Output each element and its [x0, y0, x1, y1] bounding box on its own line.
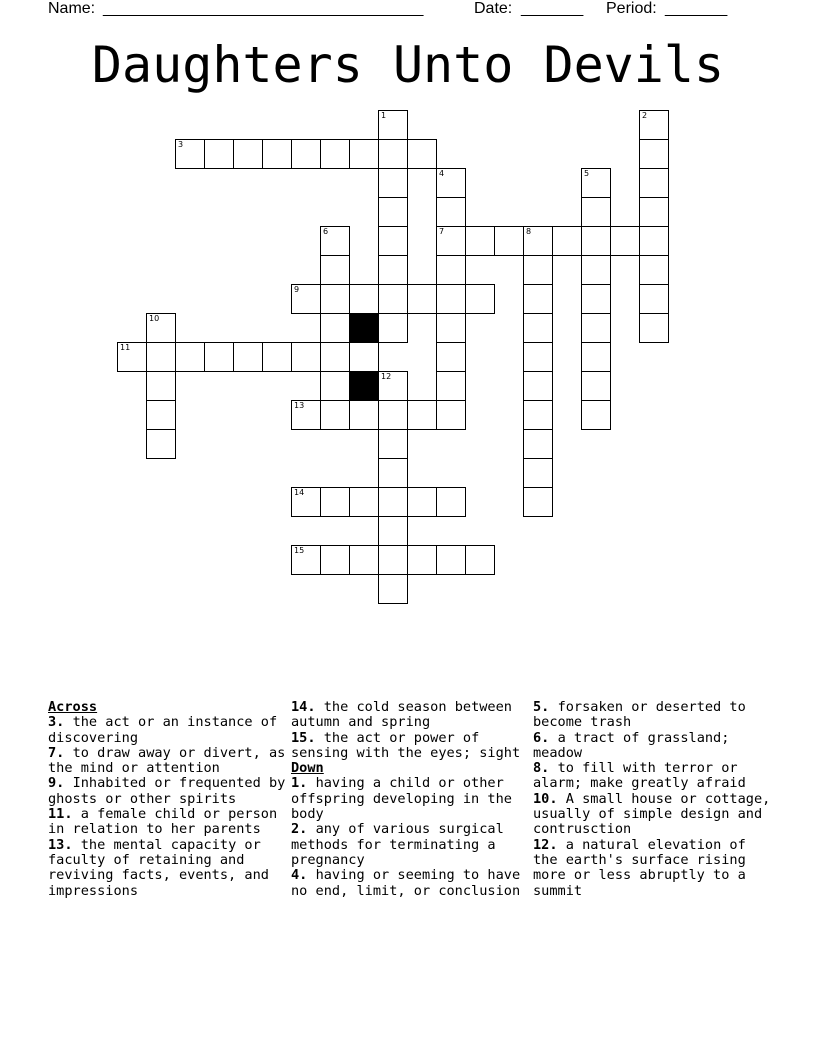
grid-cell[interactable]: [349, 400, 379, 430]
grid-cell[interactable]: [320, 400, 350, 430]
grid-cell[interactable]: [523, 226, 553, 256]
grid-cell[interactable]: [349, 487, 379, 517]
grid-cell[interactable]: [523, 487, 553, 517]
grid-cell[interactable]: [581, 400, 611, 430]
grid-cell[interactable]: [291, 487, 321, 517]
grid-cell[interactable]: [407, 139, 437, 169]
grid-cell[interactable]: [291, 139, 321, 169]
date-field[interactable]: _______: [521, 0, 584, 17]
grid-cell[interactable]: [436, 168, 466, 198]
grid-cell[interactable]: [146, 371, 176, 401]
grid-cell[interactable]: [320, 342, 350, 372]
clue-column-2: [291, 700, 529, 899]
grid-cell[interactable]: [581, 168, 611, 198]
grid-cell[interactable]: [291, 545, 321, 575]
grid-cell[interactable]: [320, 255, 350, 285]
clue-number: 9: [294, 285, 300, 294]
grid-cell[interactable]: [378, 371, 408, 401]
clue-across-7: 7. to draw away or divert, as the mind or attention: [48, 744, 286, 777]
grid-cell[interactable]: [291, 400, 321, 430]
page-title: Daughters Unto Devils: [91, 36, 725, 94]
clue-number: 11: [120, 343, 131, 352]
grid-cell[interactable]: [436, 342, 466, 372]
grid-cell[interactable]: [146, 429, 176, 459]
grid-cell[interactable]: [175, 342, 205, 372]
clue-number: 6: [323, 227, 329, 236]
grid-cell[interactable]: [436, 400, 466, 430]
clue-down-1: 1. having a child or other offspring developing in the body: [291, 775, 512, 823]
grid-cell[interactable]: [291, 284, 321, 314]
grid-cell[interactable]: [320, 139, 350, 169]
clue-across-11: 11. a female child or person in relation to her parents: [48, 806, 278, 838]
grid-cell[interactable]: [639, 255, 669, 285]
grid-cell[interactable]: [523, 284, 553, 314]
grid-cell[interactable]: [349, 139, 379, 169]
name-label: Name:: [48, 0, 96, 17]
period-label: Period:: [606, 0, 657, 17]
clue-number: 1: [381, 111, 387, 120]
down-heading: Down: [291, 760, 324, 777]
clue-number: 5: [584, 169, 590, 178]
grid-cell[interactable]: [233, 139, 263, 169]
clue-number: 7: [439, 227, 445, 236]
grid-cell[interactable]: [378, 545, 408, 575]
grid-cell[interactable]: [175, 139, 205, 169]
clue-across-3: 3. the act or an instance of discovering: [48, 714, 278, 746]
clue-number: 4: [439, 169, 445, 178]
grid-cell[interactable]: [639, 284, 669, 314]
grid-cell[interactable]: [349, 284, 379, 314]
grid-cell[interactable]: [639, 197, 669, 227]
grid-cell[interactable]: [436, 371, 466, 401]
clue-across-13: 13. the mental capacity or faculty of retaining and reviving facts, events, and impressions: [48, 836, 269, 899]
grid-cell[interactable]: [523, 371, 553, 401]
grid-cell[interactable]: [378, 110, 408, 140]
grid-cell[interactable]: [639, 226, 669, 256]
grid-cell[interactable]: [378, 197, 408, 227]
grid-cell[interactable]: [378, 458, 408, 488]
clue-number: 3: [178, 140, 184, 149]
grid-cell[interactable]: [552, 226, 582, 256]
grid-block-cell: [349, 313, 379, 343]
grid-cell[interactable]: [378, 284, 408, 314]
grid-cell[interactable]: [320, 487, 350, 517]
grid-cell[interactable]: [349, 545, 379, 575]
grid-cell[interactable]: [378, 429, 408, 459]
period-field[interactable]: _______: [665, 0, 728, 17]
grid-cell[interactable]: [407, 487, 437, 517]
grid-cell[interactable]: [262, 139, 292, 169]
grid-cell[interactable]: [378, 226, 408, 256]
grid-cell[interactable]: [523, 342, 553, 372]
grid-cell[interactable]: [494, 226, 524, 256]
clue-down-6: 6. a tract of grassland; meadow: [533, 729, 730, 761]
grid-cell[interactable]: [436, 197, 466, 227]
grid-cell[interactable]: [378, 255, 408, 285]
grid-cell[interactable]: [349, 342, 379, 372]
grid-cell[interactable]: [581, 342, 611, 372]
grid-cell[interactable]: [407, 400, 437, 430]
grid-block-cell: [349, 371, 379, 401]
grid-cell[interactable]: [465, 226, 495, 256]
grid-cell[interactable]: [378, 168, 408, 198]
clue-down-8: 8. to fill with terror or alarm; make greatly afraid: [533, 760, 746, 792]
header: [0, 0, 816, 22]
grid-cell[interactable]: [378, 139, 408, 169]
name-field[interactable]: ____________________________________: [103, 0, 424, 17]
grid-cell[interactable]: [639, 110, 669, 140]
grid-cell[interactable]: [378, 574, 408, 604]
grid-cell[interactable]: [117, 342, 147, 372]
clue-down-10: 10. A small house or cottage, usually of simple design and contrusction: [533, 790, 771, 838]
clue-across-9: 9. Inhabited or frequented by ghosts or other spirits: [48, 775, 286, 807]
grid-cell[interactable]: [233, 342, 263, 372]
grid-cell[interactable]: [407, 545, 437, 575]
grid-cell[interactable]: [320, 371, 350, 401]
grid-cell[interactable]: [146, 400, 176, 430]
grid-cell[interactable]: [581, 226, 611, 256]
clue-down-5: 5. forsaken or deserted to become trash: [533, 699, 746, 731]
grid-cell[interactable]: [146, 313, 176, 343]
clue-number: 8: [526, 227, 532, 236]
grid-cell[interactable]: [291, 342, 321, 372]
clue-number: 12: [381, 372, 392, 381]
grid-cell[interactable]: [436, 313, 466, 343]
grid-cell[interactable]: [320, 313, 350, 343]
grid-cell[interactable]: [523, 255, 553, 285]
grid-cell[interactable]: [465, 284, 495, 314]
grid-cell[interactable]: [523, 429, 553, 459]
grid-cell[interactable]: [581, 313, 611, 343]
grid-cell[interactable]: [378, 487, 408, 517]
clue-number: 13: [294, 401, 305, 410]
date-label: Date:: [474, 0, 513, 17]
grid-cell[interactable]: [639, 168, 669, 198]
clue-number: 10: [149, 314, 160, 323]
grid-cell[interactable]: [407, 284, 437, 314]
clue-across-15: 15. the act or power of sensing with the eyes; sight: [291, 729, 521, 761]
grid-cell[interactable]: [320, 545, 350, 575]
grid-cell[interactable]: [204, 139, 234, 169]
clue-down-12: 12. a natural elevation of the earth's surface rising more or less abruptly to a summit: [533, 836, 746, 899]
clue-down-2: 2. any of various surgical methods for terminating a pregnancy: [291, 821, 504, 868]
grid-cell[interactable]: [378, 313, 408, 343]
grid-cell[interactable]: [436, 545, 466, 575]
grid-cell[interactable]: [523, 458, 553, 488]
clue-column-1: [48, 700, 286, 899]
clue-number: 14: [294, 488, 305, 497]
across-heading: Across: [48, 699, 98, 715]
grid-cell[interactable]: [378, 516, 408, 546]
grid-cell[interactable]: [581, 284, 611, 314]
grid-cell[interactable]: [639, 139, 669, 169]
grid-cell[interactable]: [436, 255, 466, 285]
grid-cell[interactable]: [378, 400, 408, 430]
clue-across-14: 14. the cold season between autumn and spring: [291, 699, 512, 731]
grid-cell[interactable]: [581, 371, 611, 401]
grid-cell[interactable]: [262, 342, 292, 372]
clue-number: 2: [642, 111, 648, 120]
clue-number: 15: [294, 546, 305, 555]
grid-cell[interactable]: [523, 400, 553, 430]
grid-cell[interactable]: [146, 342, 176, 372]
grid-cell[interactable]: [320, 226, 350, 256]
grid-cell[interactable]: [523, 313, 553, 343]
clue-down-4: 4. having or seeming to have no end, limit, or conclusion: [291, 867, 521, 899]
grid-cell[interactable]: [639, 313, 669, 343]
grid-cell[interactable]: [204, 342, 234, 372]
grid-cell[interactable]: [320, 284, 350, 314]
grid-cell[interactable]: [581, 197, 611, 227]
grid-cell[interactable]: [436, 487, 466, 517]
grid-cell[interactable]: [436, 284, 466, 314]
grid-cell[interactable]: [465, 545, 495, 575]
clue-column-3: [533, 700, 771, 899]
grid-cell[interactable]: [610, 226, 640, 256]
grid-cell[interactable]: [436, 226, 466, 256]
grid-cell[interactable]: [581, 255, 611, 285]
